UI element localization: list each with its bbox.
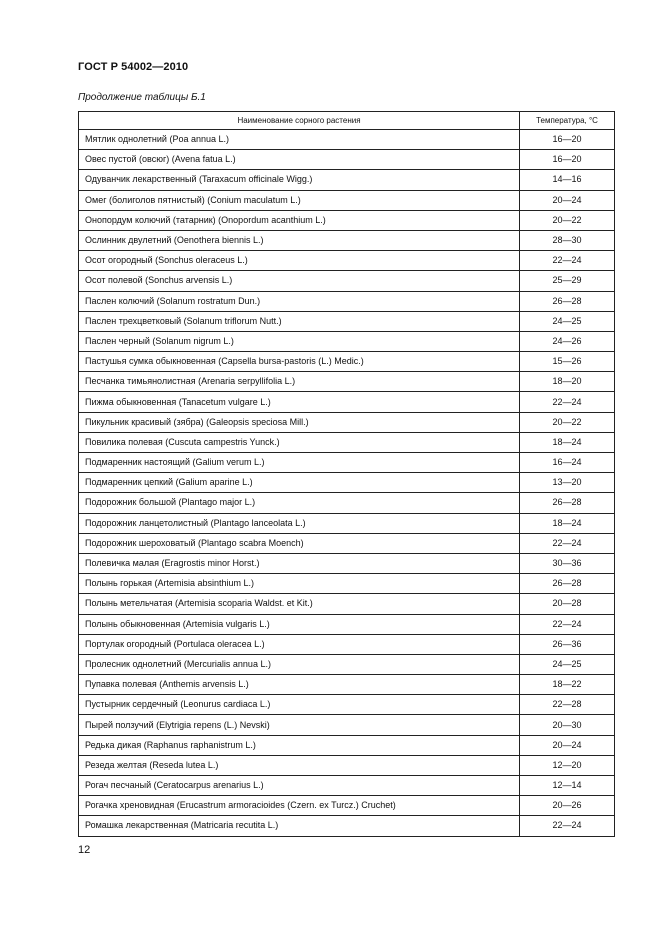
temperature-cell: 26—28 bbox=[520, 574, 615, 594]
temperature-cell: 20—24 bbox=[520, 735, 615, 755]
temperature-cell: 20—22 bbox=[520, 210, 615, 230]
table-row bbox=[79, 412, 615, 432]
table-row bbox=[79, 392, 615, 412]
weed-name-cell: Ромашка лекарственная (Matricaria recutita L.) bbox=[79, 816, 520, 836]
temperature-cell: 18—24 bbox=[520, 432, 615, 452]
temperature-cell: 24—25 bbox=[520, 654, 615, 674]
table-row bbox=[79, 594, 615, 614]
table-row bbox=[79, 352, 615, 372]
weeds-temperature-table bbox=[78, 111, 615, 837]
weed-name-cell: Резеда желтая (Reseda lutea L.) bbox=[79, 755, 520, 775]
temperature-cell: 22—28 bbox=[520, 695, 615, 715]
temperature-cell: 13—20 bbox=[520, 473, 615, 493]
weed-name-cell: Подмаренник настоящий (Galium verum L.) bbox=[79, 453, 520, 473]
column-header-temperature: Температура, °С bbox=[520, 112, 615, 130]
weed-name-cell: Полынь метельчатая (Artemisia scoparia Waldst. et Kit.) bbox=[79, 594, 520, 614]
weed-name-cell: Полынь обыкновенная (Artemisia vulgaris L.) bbox=[79, 614, 520, 634]
temperature-cell: 22—24 bbox=[520, 614, 615, 634]
table-row bbox=[79, 695, 615, 715]
weed-name-cell: Рогачка хреновидная (Erucastrum armoracioides (Czern. ex Turcz.) Cruchet) bbox=[79, 796, 520, 816]
temperature-cell: 14—16 bbox=[520, 170, 615, 190]
temperature-cell: 16—24 bbox=[520, 453, 615, 473]
table-row bbox=[79, 453, 615, 473]
temperature-cell: 18—24 bbox=[520, 513, 615, 533]
table-row bbox=[79, 291, 615, 311]
table-row bbox=[79, 776, 615, 796]
temperature-cell: 20—30 bbox=[520, 715, 615, 735]
weed-name-cell: Портулак огородный (Portulaca oleracea L.) bbox=[79, 634, 520, 654]
table-row bbox=[79, 150, 615, 170]
temperature-cell: 26—28 bbox=[520, 291, 615, 311]
weed-name-cell: Одуванчик лекарственный (Taraxacum officinale Wigg.) bbox=[79, 170, 520, 190]
temperature-cell: 18—20 bbox=[520, 372, 615, 392]
table-row bbox=[79, 634, 615, 654]
weed-name-cell: Пупавка полевая (Anthemis arvensis L.) bbox=[79, 675, 520, 695]
weed-name-cell: Подорожник ланцетолистный (Plantago lanceolata L.) bbox=[79, 513, 520, 533]
weed-name-cell: Ослинник двулетний (Oenothera biennis L.) bbox=[79, 230, 520, 250]
table-row bbox=[79, 513, 615, 533]
table-caption: Продолжение таблицы Б.1 bbox=[78, 92, 206, 103]
temperature-cell: 26—36 bbox=[520, 634, 615, 654]
temperature-cell: 20—22 bbox=[520, 412, 615, 432]
weed-name-cell: Пастушья сумка обыкновенная (Capsella bursa-pastoris (L.) Medic.) bbox=[79, 352, 520, 372]
weed-name-cell: Паслен черный (Solanum nigrum L.) bbox=[79, 331, 520, 351]
weed-name-cell: Редька дикая (Raphanus raphanistrum L.) bbox=[79, 735, 520, 755]
weed-name-cell: Песчанка тимьянолистная (Arenaria serpyllifolia L.) bbox=[79, 372, 520, 392]
temperature-cell: 24—25 bbox=[520, 311, 615, 331]
temperature-cell: 20—26 bbox=[520, 796, 615, 816]
weed-name-cell: Паслен колючий (Solanum rostratum Dun.) bbox=[79, 291, 520, 311]
weed-name-cell: Мятлик однолетний (Poa annua L.) bbox=[79, 130, 520, 150]
temperature-cell: 15—26 bbox=[520, 352, 615, 372]
weed-name-cell: Осот огородный (Sonchus oleraceus L.) bbox=[79, 251, 520, 271]
temperature-cell: 12—20 bbox=[520, 755, 615, 775]
table-row bbox=[79, 331, 615, 351]
temperature-cell: 22—24 bbox=[520, 816, 615, 836]
table-row bbox=[79, 473, 615, 493]
temperature-cell: 26—28 bbox=[520, 493, 615, 513]
document-title: ГОСТ Р 54002—2010 bbox=[78, 61, 189, 73]
weed-name-cell: Подорожник большой (Plantago major L.) bbox=[79, 493, 520, 513]
weed-name-cell: Повилика полевая (Cuscuta campestris Yunck.) bbox=[79, 432, 520, 452]
weed-name-cell: Пырей ползучий (Elytrigia repens (L.) Nevski) bbox=[79, 715, 520, 735]
table-row bbox=[79, 654, 615, 674]
table-row bbox=[79, 130, 615, 150]
temperature-cell: 16—20 bbox=[520, 130, 615, 150]
table-row bbox=[79, 614, 615, 634]
temperature-cell: 18—22 bbox=[520, 675, 615, 695]
weed-name-cell: Пролесник однолетний (Mercurialis annua L.) bbox=[79, 654, 520, 674]
weed-name-cell: Пижма обыкновенная (Tanacetum vulgare L.) bbox=[79, 392, 520, 412]
table-row bbox=[79, 493, 615, 513]
temperature-cell: 20—28 bbox=[520, 594, 615, 614]
weed-name-cell: Полынь горькая (Artemisia absinthium L.) bbox=[79, 574, 520, 594]
table-row bbox=[79, 372, 615, 392]
weed-name-cell: Паслен трехцветковый (Solanum triflorum Nutt.) bbox=[79, 311, 520, 331]
table-row bbox=[79, 432, 615, 452]
table-row bbox=[79, 230, 615, 250]
table-row bbox=[79, 251, 615, 271]
table-row bbox=[79, 574, 615, 594]
weed-name-cell: Рогач песчаный (Ceratocarpus arenarius L.) bbox=[79, 776, 520, 796]
weed-name-cell: Полевичка малая (Eragrostis minor Horst.) bbox=[79, 553, 520, 573]
table-header-row bbox=[79, 112, 615, 130]
temperature-cell: 25—29 bbox=[520, 271, 615, 291]
temperature-cell: 22—24 bbox=[520, 392, 615, 412]
table-row bbox=[79, 311, 615, 331]
table-row bbox=[79, 210, 615, 230]
page-number: 12 bbox=[78, 844, 91, 856]
temperature-cell: 22—24 bbox=[520, 533, 615, 553]
weed-name-cell: Осот полевой (Sonchus arvensis L.) bbox=[79, 271, 520, 291]
table-row bbox=[79, 675, 615, 695]
weed-name-cell: Пустырник сердечный (Leonurus cardiaca L.) bbox=[79, 695, 520, 715]
table-row bbox=[79, 271, 615, 291]
weed-name-cell: Пикульник красивый (зябра) (Galeopsis speciosa Mill.) bbox=[79, 412, 520, 432]
table-row bbox=[79, 755, 615, 775]
table-row bbox=[79, 533, 615, 553]
table-row bbox=[79, 735, 615, 755]
table-row bbox=[79, 816, 615, 836]
table-row bbox=[79, 715, 615, 735]
temperature-cell: 24—26 bbox=[520, 331, 615, 351]
table-row bbox=[79, 170, 615, 190]
weed-name-cell: Овес пустой (овсюг) (Avena fatua L.) bbox=[79, 150, 520, 170]
table-row bbox=[79, 796, 615, 816]
weed-name-cell: Подмаренник цепкий (Galium aparine L.) bbox=[79, 473, 520, 493]
temperature-cell: 30—36 bbox=[520, 553, 615, 573]
temperature-cell: 22—24 bbox=[520, 251, 615, 271]
column-header-name: Наименование сорного растения bbox=[79, 112, 520, 130]
weed-name-cell: Онопордум колючий (татарник) (Onopordum acanthium L.) bbox=[79, 210, 520, 230]
temperature-cell: 28—30 bbox=[520, 230, 615, 250]
table-row bbox=[79, 190, 615, 210]
temperature-cell: 20—24 bbox=[520, 190, 615, 210]
table-row bbox=[79, 553, 615, 573]
temperature-cell: 16—20 bbox=[520, 150, 615, 170]
temperature-cell: 12—14 bbox=[520, 776, 615, 796]
weed-name-cell: Омег (болиголов пятнистый) (Conium maculatum L.) bbox=[79, 190, 520, 210]
weed-name-cell: Подорожник шероховатый (Plantago scabra Moench) bbox=[79, 533, 520, 553]
